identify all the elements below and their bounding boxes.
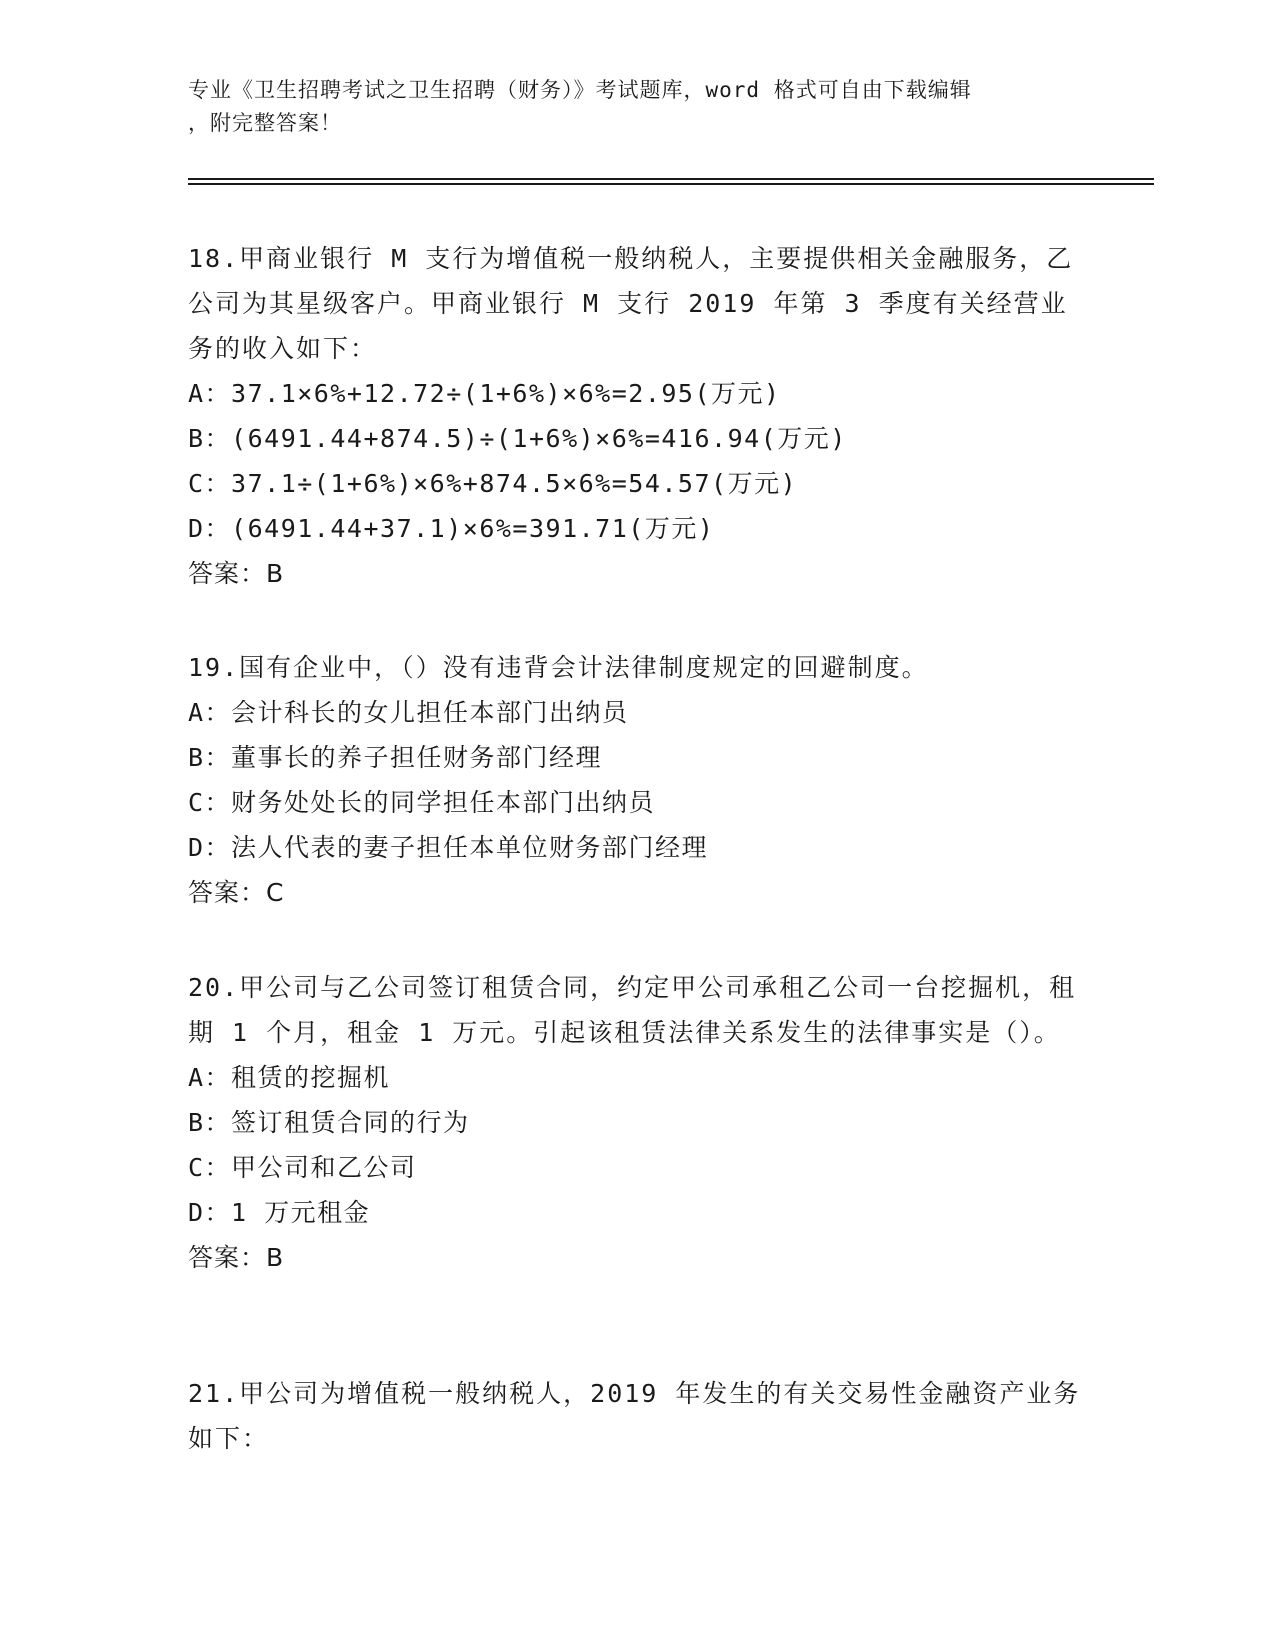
option-c: C：甲公司和乙公司	[188, 1153, 417, 1182]
option-b: B：(6491.44+874.5)÷(1+6%)×6%=416.94(万元)	[188, 424, 847, 453]
answer: 答案：B	[188, 1243, 285, 1272]
question-stem: 20.甲公司与乙公司签订租赁合同，约定甲公司承租乙公司一台挖掘机，租期 1 个月，租金 1 万元。引起该租赁法律关系发生的法律事实是（）。	[188, 973, 1077, 1047]
option-a: A：会计科长的女儿担任本部门出纳员	[188, 698, 629, 727]
header-line-1: 专业《卫生招聘考试之卫生招聘（财务）》考试题库，word 格式可自由下载编辑	[188, 78, 972, 102]
option-d: D：法人代表的妻子担任本单位财务部门经理	[188, 833, 709, 862]
question-18	[188, 236, 1088, 596]
option-b: B：董事长的养子担任财务部门经理	[188, 743, 603, 772]
question-stem: 18.甲商业银行 M 支行为增值税一般纳税人，主要提供相关金融服务，乙公司为其星级客户。甲商业银行 M 支行 2019 年第 3 季度有关经营业务的收入如下：	[188, 244, 1074, 363]
header-line-2: ，附完整答案！	[188, 111, 342, 135]
question-stem: 21.甲公司为增值税一般纳税人，2019 年发生的有关交易性金融资产业务如下：	[188, 1379, 1081, 1453]
document-header	[188, 74, 1088, 140]
question-20	[188, 965, 1088, 1280]
question-19	[188, 645, 1088, 915]
header-divider-top	[188, 178, 1154, 180]
option-d: D：1 万元租金	[188, 1198, 371, 1227]
question-stem: 19.国有企业中，（）没有违背会计法律制度规定的回避制度。	[188, 653, 929, 682]
question-21	[188, 1371, 1088, 1461]
option-c: C：财务处处长的同学担任本部门出纳员	[188, 788, 656, 817]
option-d: D：(6491.44+37.1)×6%=391.71(万元)	[188, 514, 715, 543]
answer: 答案：C	[188, 878, 285, 907]
header-divider-bottom	[188, 183, 1154, 185]
option-c: C：37.1÷(1+6%)×6%+874.5×6%=54.57(万元)	[188, 469, 798, 498]
option-a: A：37.1×6%+12.72÷(1+6%)×6%=2.95(万元)	[188, 379, 781, 408]
option-a: A：租赁的挖掘机	[188, 1063, 391, 1092]
option-b: B：签订租赁合同的行为	[188, 1108, 470, 1137]
answer: 答案：B	[188, 559, 285, 588]
